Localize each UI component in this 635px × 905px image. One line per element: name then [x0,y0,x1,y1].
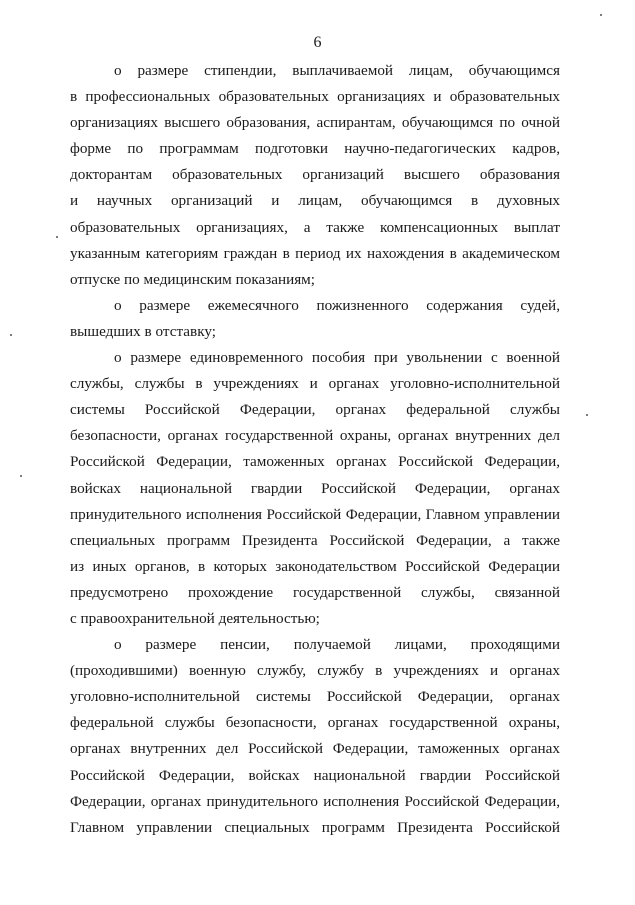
scan-speck [20,475,22,477]
paragraph-pension [70,632,560,841]
scan-speck [56,236,58,238]
text-line: Российской Федерации, войсках национальной гвардии Российской [70,766,560,784]
text-line: войсках национальной гвардии Российской Федерации, органах [70,479,560,497]
paragraph-judges-allowance [70,293,560,345]
page-number: 6 [313,34,322,51]
text-line: и научных организаций и лицам, обучающимся в духовных [70,192,560,210]
text-line: организациях высшего образования, аспирантам, обучающимся по очной [70,114,560,132]
text-line: органах внутренних дел Российской Федерации, таможенных органах [70,740,560,758]
scan-speck [10,334,12,336]
text-line: из иных органов, в которых законодательством Российской Федерации [70,557,560,575]
text-line: специальных программ Президента Российской Федерации, а также [70,531,560,549]
text-line: указанным категориям граждан в период их нахождения в академическом [70,244,560,262]
paragraph-severance-benefit [70,345,560,632]
text-line: в профессиональных образовательных организациях и образовательных [70,88,560,106]
text-line: Федерации, органах принудительного исполнения Российской Федерации, [70,792,560,810]
text-line: о размере единовременного пособия при увольнении с военной [114,349,560,367]
text-line: уголовно-исполнительной системы Российской Федерации, органах [70,688,560,706]
document-body [70,58,560,841]
text-line: безопасности, органах государственной охраны, органах внутренних дел [70,427,560,445]
text-line: отпуске по медицинским показаниям; [70,270,316,288]
text-line: о размере стипендии, выплачиваемой лицам, обучающимся [114,62,560,79]
text-line: форме по программам подготовки научно-педагогических кадров, [70,140,560,158]
text-line: (проходившими) военную службу, службу в учреждениях и органах [70,662,560,680]
text-line: о размере ежемесячного пожизненного содержания судей, [114,296,560,314]
text-line: образовательных организациях, а также компенсационных выплат [70,218,560,236]
text-line: Главном управлении специальных программ Президента Российской [70,818,560,836]
scan-speck [600,14,602,16]
scan-speck [586,414,588,416]
text-line: вышедших в отставку; [70,322,216,340]
text-line: службы, службы в учреждениях и органах уголовно-исполнительной [70,375,560,393]
text-line: федеральной службы безопасности, органах государственной охраны, [70,714,560,732]
text-line: системы Российской Федерации, органах федеральной службы [70,401,560,419]
text-line: докторантам образовательных организаций высшего образования [70,166,560,184]
text-line: предусмотрено прохождение государственной службы, связанной [70,583,560,601]
text-line: с правоохранительной деятельностью; [70,609,320,627]
text-line: Российской Федерации, таможенных органах Российской Федерации, [70,453,560,471]
text-line: о размере пенсии, получаемой лицами, проходящими [114,636,560,654]
text-line: принудительного исполнения Российской Федерации, Главном управлении [70,505,560,523]
paragraph-scholarship [70,58,560,293]
